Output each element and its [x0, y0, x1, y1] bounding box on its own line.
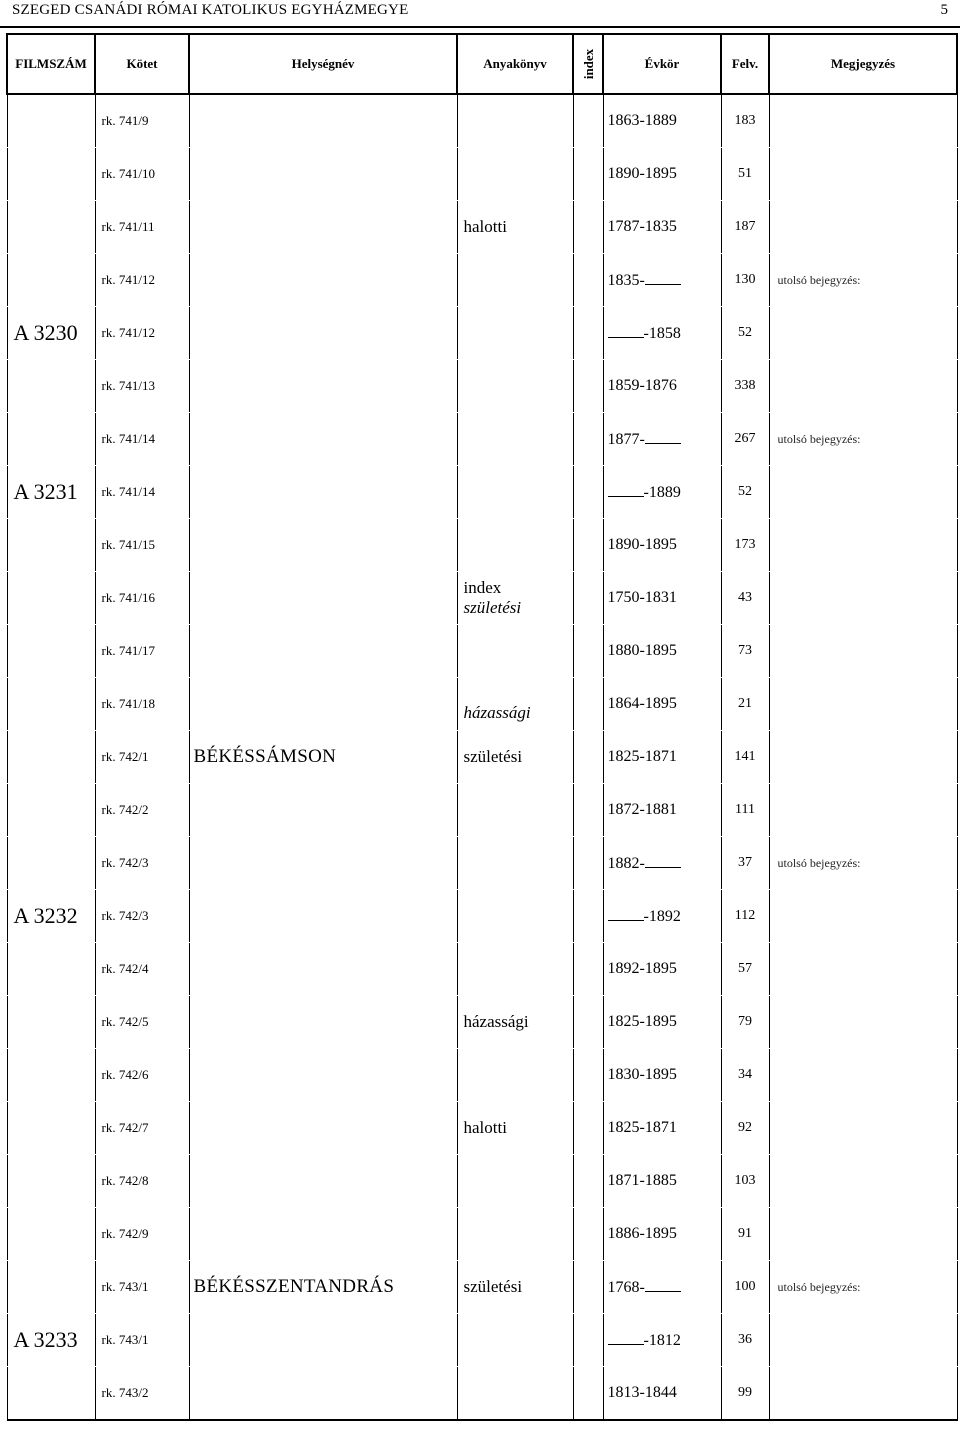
volume-id: rk. 741/16 [95, 572, 189, 625]
year-range [603, 731, 721, 784]
frame-count: 338 [721, 360, 769, 413]
year-range [603, 201, 721, 254]
place-name [189, 148, 457, 201]
frame-count: 79 [721, 996, 769, 1049]
frame-count: 57 [721, 943, 769, 996]
year-text: 1813-1844 [607, 1384, 677, 1401]
volume-id: rk. 742/5 [95, 996, 189, 1049]
index-mark [573, 307, 603, 360]
place-name: BÉKÉSSÁMSON [189, 731, 457, 784]
volume-id: rk. 742/8 [95, 1155, 189, 1208]
table-row [7, 360, 957, 413]
place-name [189, 466, 457, 519]
year-text: 1859-1876 [607, 377, 677, 394]
volume-id: rk. 741/12 [95, 254, 189, 307]
register-type [457, 307, 573, 360]
note-text [769, 519, 957, 572]
index-mark [573, 784, 603, 837]
index-mark [573, 254, 603, 307]
year-range [603, 784, 721, 837]
place-name [189, 996, 457, 1049]
register-type: halotti [457, 1102, 573, 1155]
register-type [457, 94, 573, 148]
document-title: SZEGED CSANÁDI RÓMAI KATOLIKUS EGYHÁZMEGYE [12, 2, 409, 18]
film-number [7, 360, 95, 413]
year-text: -1889 [643, 483, 681, 501]
register-type: házassági [457, 996, 573, 1049]
year-text: 1750-1831 [607, 589, 677, 606]
volume-id: rk. 742/9 [95, 1208, 189, 1261]
index-mark [573, 572, 603, 625]
place-name [189, 890, 457, 943]
film-number [7, 1208, 95, 1261]
register-type [457, 466, 573, 519]
note-text [769, 466, 957, 519]
table-row [7, 890, 957, 943]
index-mark [573, 466, 603, 519]
frame-count: 267 [721, 413, 769, 466]
page-header [0, 0, 960, 28]
place-name [189, 201, 457, 254]
year-text: 1877- [607, 430, 645, 448]
film-number: A 3233 [7, 1314, 95, 1367]
table-row [7, 1049, 957, 1102]
year-text: 1890-1895 [607, 536, 677, 553]
year-range [603, 148, 721, 201]
frame-count: 73 [721, 625, 769, 678]
frame-count: 183 [721, 94, 769, 148]
place-name [189, 784, 457, 837]
film-number [7, 943, 95, 996]
place-name [189, 254, 457, 307]
index-mark [573, 1049, 603, 1102]
index-mark [573, 1261, 603, 1314]
index-mark [573, 996, 603, 1049]
volume-id: rk. 743/2 [95, 1367, 189, 1421]
frame-count: 52 [721, 466, 769, 519]
place-name [189, 678, 457, 731]
frame-count: 51 [721, 148, 769, 201]
volume-id: rk. 741/12 [95, 307, 189, 360]
table-row [7, 572, 957, 625]
register-type [457, 1367, 573, 1421]
year-range [603, 837, 721, 890]
register-type [457, 519, 573, 572]
register-type [457, 1314, 573, 1367]
note-text [769, 678, 957, 731]
note-text [769, 731, 957, 784]
frame-count: 112 [721, 890, 769, 943]
register-type [457, 837, 573, 890]
blank-line [645, 271, 681, 285]
volume-id: rk. 743/1 [95, 1261, 189, 1314]
note-text: utolsó bejegyzés: [769, 413, 957, 466]
film-number [7, 254, 95, 307]
volume-id: rk. 743/1 [95, 1314, 189, 1367]
table-row [7, 996, 957, 1049]
register-type [457, 1049, 573, 1102]
table-row [7, 1155, 957, 1208]
index-mark [573, 519, 603, 572]
index-mark [573, 1367, 603, 1421]
year-range [603, 1261, 721, 1314]
film-number: A 3232 [7, 890, 95, 943]
film-number: A 3230 [7, 307, 95, 360]
register-type [457, 148, 573, 201]
year-range [603, 254, 721, 307]
note-text [769, 307, 957, 360]
film-number [7, 678, 95, 731]
film-number [7, 572, 95, 625]
register-type [457, 254, 573, 307]
year-range [603, 413, 721, 466]
year-text: -1858 [643, 324, 681, 342]
table-row [7, 1261, 957, 1314]
place-name [189, 307, 457, 360]
table-row [7, 943, 957, 996]
place-name [189, 94, 457, 148]
year-text: -1812 [643, 1331, 681, 1349]
frame-count: 43 [721, 572, 769, 625]
year-range [603, 94, 721, 148]
year-text: 1863-1889 [607, 112, 677, 129]
frame-count: 141 [721, 731, 769, 784]
blank-line [608, 1331, 644, 1345]
column-header-place: Helységnév [189, 34, 457, 94]
volume-id: rk. 742/1 [95, 731, 189, 784]
register-body [7, 94, 957, 1420]
table-row [7, 731, 957, 784]
table-row [7, 519, 957, 572]
frame-count: 111 [721, 784, 769, 837]
note-text: utolsó bejegyzés: [769, 1261, 957, 1314]
year-range [603, 625, 721, 678]
table-row [7, 1102, 957, 1155]
register-type [457, 678, 573, 731]
note-text: utolsó bejegyzés: [769, 837, 957, 890]
column-header-volume: Kötet [95, 34, 189, 94]
volume-id: rk. 741/14 [95, 413, 189, 466]
film-number [7, 784, 95, 837]
column-header-film: FILMSZÁM [7, 34, 95, 94]
place-name [189, 1367, 457, 1421]
film-number [7, 996, 95, 1049]
year-text: 1768- [607, 1278, 645, 1296]
note-text [769, 148, 957, 201]
year-range [603, 678, 721, 731]
column-header-count: Felv. [721, 34, 769, 94]
year-text: 1880-1895 [607, 642, 677, 659]
place-name [189, 1155, 457, 1208]
page-number: 5 [940, 2, 948, 18]
index-mark [573, 94, 603, 148]
film-number [7, 1367, 95, 1421]
register-type [457, 572, 573, 625]
year-range [603, 307, 721, 360]
year-range [603, 1102, 721, 1155]
note-text [769, 360, 957, 413]
index-mark [573, 890, 603, 943]
film-number [7, 148, 95, 201]
volume-id: rk. 742/6 [95, 1049, 189, 1102]
index-mark [573, 360, 603, 413]
register-index-label: index [463, 578, 502, 597]
year-text: 1864-1895 [607, 695, 677, 712]
film-number: A 3231 [7, 466, 95, 519]
year-text: 1825-1871 [607, 1119, 677, 1136]
year-text: 1892-1895 [607, 960, 677, 977]
column-header-years: Évkör [603, 34, 721, 94]
table-row [7, 1208, 957, 1261]
register-table [6, 33, 958, 1421]
note-text [769, 625, 957, 678]
index-mark [573, 625, 603, 678]
place-name [189, 572, 457, 625]
year-text: -1892 [643, 907, 681, 925]
index-mark [573, 731, 603, 784]
index-mark [573, 1155, 603, 1208]
place-name [189, 1102, 457, 1155]
blank-line [645, 1278, 681, 1292]
table-row [7, 94, 957, 148]
note-text [769, 1367, 957, 1421]
year-range [603, 519, 721, 572]
note-text [769, 94, 957, 148]
table-row [7, 837, 957, 890]
year-text: 1825-1895 [607, 1013, 677, 1030]
film-number [7, 837, 95, 890]
film-number [7, 201, 95, 254]
film-number [7, 413, 95, 466]
table-row [7, 148, 957, 201]
place-name [189, 625, 457, 678]
register-type [457, 413, 573, 466]
register-type-label: születési [463, 598, 522, 617]
frame-count: 21 [721, 678, 769, 731]
volume-id: rk. 742/3 [95, 837, 189, 890]
register-type: születési [457, 1261, 573, 1314]
frame-count: 91 [721, 1208, 769, 1261]
year-range [603, 1155, 721, 1208]
year-text: 1835- [607, 271, 645, 289]
volume-id: rk. 741/17 [95, 625, 189, 678]
volume-id: rk. 742/7 [95, 1102, 189, 1155]
blank-line [608, 483, 644, 497]
table-row [7, 1314, 957, 1367]
table-row [7, 784, 957, 837]
volume-id: rk. 741/11 [95, 201, 189, 254]
note-text [769, 996, 957, 1049]
table-row [7, 307, 957, 360]
note-text [769, 201, 957, 254]
index-mark [573, 148, 603, 201]
register-type: halotti [457, 201, 573, 254]
index-mark [573, 943, 603, 996]
table-row [7, 201, 957, 254]
frame-count: 99 [721, 1367, 769, 1421]
frame-count: 103 [721, 1155, 769, 1208]
year-text: 1872-1881 [607, 801, 677, 818]
index-mark [573, 1314, 603, 1367]
frame-count: 173 [721, 519, 769, 572]
index-mark [573, 678, 603, 731]
table-row [7, 678, 957, 731]
place-name [189, 1314, 457, 1367]
table-row [7, 466, 957, 519]
volume-id: rk. 741/13 [95, 360, 189, 413]
volume-id: rk. 741/18 [95, 678, 189, 731]
frame-count: 100 [721, 1261, 769, 1314]
year-range [603, 360, 721, 413]
register-type [457, 625, 573, 678]
place-name [189, 413, 457, 466]
year-range [603, 996, 721, 1049]
film-number [7, 625, 95, 678]
frame-count: 187 [721, 201, 769, 254]
note-text [769, 943, 957, 996]
register-type [457, 1208, 573, 1261]
column-header-register: Anyakönyv [457, 34, 573, 94]
register-type [457, 360, 573, 413]
year-range [603, 1208, 721, 1261]
film-number [7, 1102, 95, 1155]
register-type [457, 1155, 573, 1208]
year-text: 1882- [607, 854, 645, 872]
year-text: 1871-1885 [607, 1172, 677, 1189]
film-number [7, 94, 95, 148]
frame-count: 52 [721, 307, 769, 360]
place-name [189, 943, 457, 996]
year-range [603, 1314, 721, 1367]
place-name [189, 519, 457, 572]
note-text [769, 1314, 957, 1367]
index-mark [573, 1208, 603, 1261]
index-mark [573, 201, 603, 254]
place-name: BÉKÉSSZENTANDRÁS [189, 1261, 457, 1314]
year-range [603, 466, 721, 519]
note-text [769, 1102, 957, 1155]
volume-id: rk. 742/2 [95, 784, 189, 837]
note-text [769, 890, 957, 943]
year-range [603, 1049, 721, 1102]
volume-id: rk. 742/3 [95, 890, 189, 943]
place-name [189, 1208, 457, 1261]
film-number [7, 1261, 95, 1314]
note-text [769, 572, 957, 625]
year-range [603, 572, 721, 625]
note-text [769, 1208, 957, 1261]
table-row [7, 254, 957, 307]
frame-count: 130 [721, 254, 769, 307]
frame-count: 92 [721, 1102, 769, 1155]
place-name [189, 360, 457, 413]
register-type: születési [457, 731, 573, 784]
film-number [7, 1049, 95, 1102]
header-row [7, 34, 957, 94]
note-text: utolsó bejegyzés: [769, 254, 957, 307]
note-text [769, 1049, 957, 1102]
year-text: 1830-1895 [607, 1066, 677, 1083]
register-type [457, 784, 573, 837]
volume-id: rk. 741/14 [95, 466, 189, 519]
place-name [189, 1049, 457, 1102]
volume-id: rk. 741/15 [95, 519, 189, 572]
frame-count: 34 [721, 1049, 769, 1102]
volume-id: rk. 742/4 [95, 943, 189, 996]
table-row [7, 413, 957, 466]
frame-count: 37 [721, 837, 769, 890]
year-range [603, 943, 721, 996]
index-mark [573, 413, 603, 466]
register-type-label: házassági [463, 703, 531, 722]
year-text: 1787-1835 [607, 218, 677, 235]
blank-line [645, 430, 681, 444]
film-number [7, 1155, 95, 1208]
year-text: 1890-1895 [607, 165, 677, 182]
frame-count: 36 [721, 1314, 769, 1367]
volume-id: rk. 741/9 [95, 94, 189, 148]
note-text [769, 1155, 957, 1208]
table-row [7, 1367, 957, 1421]
table-row [7, 625, 957, 678]
year-range [603, 890, 721, 943]
register-type [457, 943, 573, 996]
index-mark [573, 837, 603, 890]
place-name [189, 837, 457, 890]
year-text: 1825-1871 [607, 748, 677, 765]
year-range [603, 1367, 721, 1421]
column-header-index: index [573, 34, 603, 94]
column-header-note: Megjegyzés [769, 34, 957, 94]
film-number [7, 519, 95, 572]
volume-id: rk. 741/10 [95, 148, 189, 201]
film-number [7, 731, 95, 784]
blank-line [608, 324, 644, 338]
blank-line [645, 854, 681, 868]
note-text [769, 784, 957, 837]
year-text: 1886-1895 [607, 1225, 677, 1242]
register-type [457, 890, 573, 943]
blank-line [608, 907, 644, 921]
index-mark [573, 1102, 603, 1155]
